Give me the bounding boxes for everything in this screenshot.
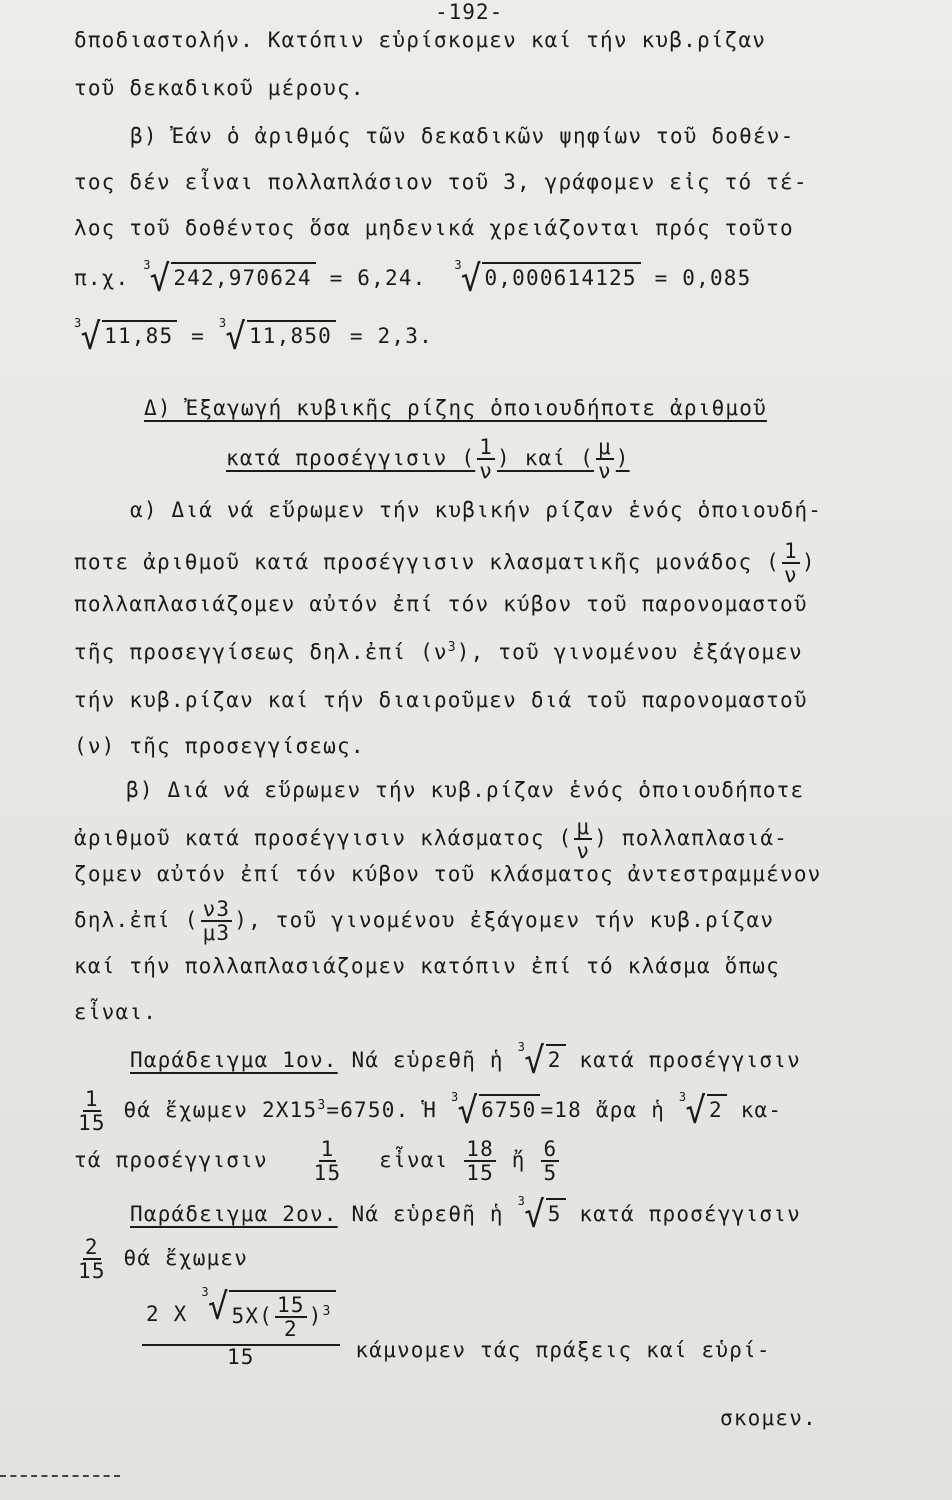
denominator: ν <box>597 459 612 484</box>
radicand: 5 <box>546 1198 566 1227</box>
cube-root <box>678 1090 727 1133</box>
cube-root <box>517 1194 566 1236</box>
fraction <box>574 816 592 862</box>
radical-sign: √ <box>457 1090 480 1133</box>
text-line: λος τοῦ δοθέντος ὅσα μηδενικά χρειάζονται πρός τοῦτο <box>74 216 794 240</box>
cube-root <box>450 1090 540 1133</box>
radical-sign: √ <box>225 316 247 358</box>
radical-sign: √ <box>80 316 103 358</box>
numerator: 1 <box>84 1087 99 1111</box>
text: = 6,24. <box>329 266 427 290</box>
fraction <box>76 1236 108 1282</box>
numerator: 1 <box>784 539 798 563</box>
fraction <box>541 1138 559 1184</box>
text: κατά προσέγγισιν <box>579 1048 801 1072</box>
text: δηλ.ἐπί ( <box>74 908 199 933</box>
text: = <box>191 324 206 348</box>
denominator: 15 <box>78 1111 106 1136</box>
radical-sign: √ <box>685 1090 707 1133</box>
example-line <box>74 316 433 358</box>
example-2-line <box>130 1194 801 1236</box>
text-line: τήν κυβ.ρίζαν καί τήν διαιροῦμεν διά τοῦ παρονομαστοῦ <box>74 688 808 712</box>
text-line <box>74 898 774 944</box>
text: ), τοῦ γινομένου ἐξάγομεν <box>456 640 803 664</box>
numerator: 1 <box>320 1137 335 1161</box>
radical-sign: √ <box>207 1286 230 1328</box>
radicand: 0,000614125 <box>482 262 640 291</box>
text-line: δποδιαστολήν. Κατόπιν εὑρίσκομεν καί τήν κυβ.ρίζαν <box>74 28 767 52</box>
radicand <box>229 1290 335 1340</box>
text-line: β) Ἐάν ὁ ἀριθμός τῶν δεκαδικῶν ψηφίων τοῦ δοθέν- <box>130 124 795 148</box>
fraction <box>76 1088 108 1134</box>
radical-sign: √ <box>460 258 483 300</box>
text: 2 Χ <box>146 1302 188 1327</box>
text: 5Χ( <box>231 1304 274 1329</box>
text-line: καί τήν πολλαπλασιάζομεν κατόπιν ἐπί τό κλάσμα ὅπως <box>74 954 780 978</box>
example-1-line <box>130 1040 801 1082</box>
text: ποτε ἀριθμοῦ κατά προσέγγισιν κλασματικῆς μονάδος ( <box>74 550 780 575</box>
text: ) πολλαπλασιά- <box>594 826 789 851</box>
text: κα- <box>740 1098 783 1123</box>
fraction <box>782 540 800 586</box>
cube-root <box>143 258 316 300</box>
root-index: 3 <box>454 258 463 272</box>
cube-root <box>201 1285 335 1342</box>
exponent: 3 <box>447 640 457 655</box>
root-index: 3 <box>517 1040 527 1054</box>
example-1-line <box>74 1088 782 1134</box>
text-line: α) Διά νά εὕρωμεν τήν κυβικήν ρίζαν ἑνός ὁποιουδή- <box>130 498 823 522</box>
root-index: 3 <box>201 1285 210 1299</box>
radicand: 2 <box>707 1094 727 1123</box>
text: =18 ἄρα ἡ <box>540 1098 666 1123</box>
text-line: τος δέν εἶναι πολλαπλάσιον τοῦ 3, γράφομεν εἰς τό τέ- <box>74 170 808 194</box>
radicand: 11,850 <box>247 320 336 349</box>
root-index: 3 <box>450 1090 460 1105</box>
text-line: σκομεν. <box>720 1406 817 1430</box>
fraction <box>312 1138 344 1184</box>
page-number: -192- <box>435 0 504 24</box>
text: = 0,085 <box>654 266 752 290</box>
root-index: 3 <box>517 1194 527 1208</box>
fraction <box>464 1138 496 1184</box>
text: ἀριθμοῦ κατά προσέγγισιν κλάσματος ( <box>74 826 573 851</box>
text-line: εἶναι. <box>74 1000 158 1024</box>
fraction <box>275 1294 307 1340</box>
radical-sign: √ <box>149 258 172 300</box>
text: ) <box>308 1304 323 1329</box>
text: Νά εὑρεθῆ ἡ <box>351 1048 504 1072</box>
text: ), τοῦ γινομένου ἐξάγομεν τήν κυβ.ρίζαν <box>234 908 775 933</box>
denominator: 15 <box>313 1161 342 1186</box>
radicand: 6750 <box>479 1094 540 1123</box>
text-line <box>74 816 788 862</box>
text-line: τοῦ δεκαδικοῦ μέρους. <box>74 76 365 100</box>
section-heading-line2 <box>226 436 630 482</box>
text: κάμνομεν τάς πράξεις καί εὑρί- <box>355 1338 771 1363</box>
example-label: Παράδειγμα 1ον. <box>130 1048 338 1072</box>
text: τῆς προσεγγίσεως δηλ.ἐπί (ν <box>74 640 448 664</box>
text-line: (ν) τῆς προσεγγίσεως. <box>74 734 365 758</box>
denominator: ν <box>479 459 494 484</box>
fraction <box>596 436 614 482</box>
denominator: 15 <box>226 1345 255 1370</box>
text: κατά προσέγγισιν ( <box>226 446 476 471</box>
numerator: ν3 <box>202 897 231 921</box>
radical-sign: √ <box>524 1040 546 1082</box>
numerator <box>142 1285 340 1346</box>
text-line <box>74 640 803 664</box>
exponent: 3 <box>322 1304 332 1320</box>
numerator: 1 <box>479 435 494 459</box>
text-line: ποτε ἀριθμοῦ κατά προσέγγισιν κλασματικῆς μονάδος ( $\frac{1}{\nu}$ ) <box>74 539 816 588</box>
text: = 2,3. <box>349 324 433 348</box>
text: θά ἔχωμεν 2Χ15 <box>123 1098 318 1123</box>
root-index: 3 <box>218 316 228 330</box>
text: ἤ <box>511 1148 526 1173</box>
fraction <box>201 898 233 944</box>
text: Νά εὑρεθῆ ἡ <box>351 1202 504 1226</box>
text: εἶναι <box>379 1148 449 1173</box>
fraction <box>142 1285 340 1370</box>
text: =6750. Ἡ <box>326 1098 438 1123</box>
denominator: 15 <box>466 1161 494 1186</box>
cube-root <box>74 316 177 358</box>
text-line: β) Διά νά εὕρωμεν τήν κυβ.ρίζαν ἑνός ὁποιουδήποτε <box>126 778 805 802</box>
section-heading: Δ) Ἐξαγωγή κυβικῆς ρίζης ὁποιουδήποτε ἀριθμοῦ <box>144 396 767 420</box>
denominator: 5 <box>543 1161 558 1186</box>
text: ) καί ( <box>497 446 594 471</box>
page-edge-rule <box>0 1475 120 1477</box>
denominator: 15 <box>78 1259 106 1284</box>
radical-sign: √ <box>524 1194 546 1236</box>
text-line: ζομεν αὐτόν ἐπί τόν κύβον τοῦ κλάσματος ἀντεστραμμένον <box>74 862 822 886</box>
root-index: 3 <box>74 316 83 330</box>
text: τά προσέγγισιν <box>74 1148 268 1173</box>
denominator: ν <box>576 839 591 864</box>
radicand: 2 <box>546 1044 566 1073</box>
text: κατά προσέγγισιν <box>579 1202 801 1226</box>
fraction <box>477 436 495 482</box>
text: ) <box>615 446 630 471</box>
text-line: πολλαπλασιάζομεν αὐτόν ἐπί τόν κύβον τοῦ παρονομαστοῦ <box>74 592 808 616</box>
radicand: 242,970624 <box>171 262 315 291</box>
example-2-expression <box>140 1285 771 1370</box>
exponent: 3 <box>317 1098 327 1114</box>
example-line <box>74 258 752 300</box>
text: π.χ. <box>74 266 130 290</box>
root-index: 3 <box>143 258 152 272</box>
text: θά ἔχωμεν <box>123 1246 249 1271</box>
cube-root <box>454 258 640 300</box>
numerator: 15 <box>277 1293 305 1317</box>
numerator: μ <box>576 815 591 839</box>
numerator: 2 <box>84 1235 99 1259</box>
example-2-line <box>74 1236 248 1282</box>
radicand: 11,85 <box>102 320 177 349</box>
numerator: μ <box>597 435 612 459</box>
denominator: μ3 <box>202 921 231 946</box>
cube-root <box>517 1040 566 1082</box>
denominator: ν <box>784 563 798 588</box>
root-index: 3 <box>678 1090 688 1105</box>
numerator: 18 <box>466 1137 494 1161</box>
example-label: Παράδειγμα 2ον. <box>130 1202 338 1226</box>
numerator: 6 <box>543 1137 558 1161</box>
cube-root <box>218 316 336 358</box>
denominator: 2 <box>283 1317 298 1342</box>
example-1-line <box>74 1138 561 1184</box>
